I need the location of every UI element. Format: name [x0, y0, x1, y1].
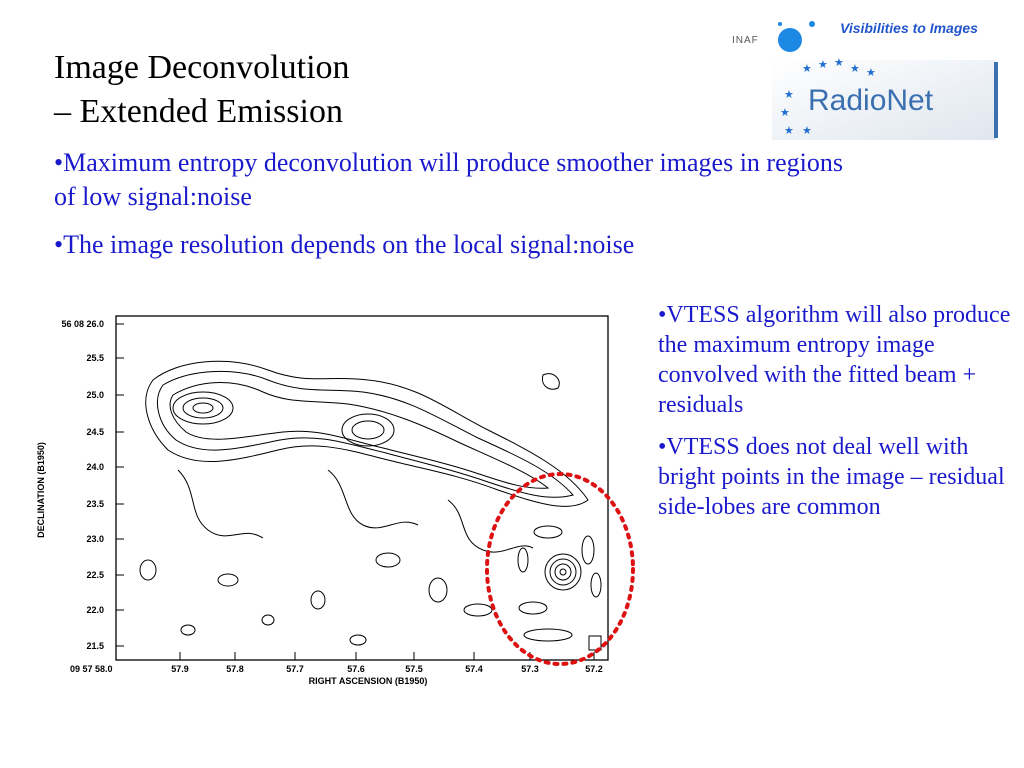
- svg-text:★: ★: [802, 62, 812, 75]
- title-line-2: – Extended Emission: [54, 93, 343, 130]
- x-tick-label: 57.8: [226, 664, 244, 674]
- radionet-wordmark: RadioNet: [808, 84, 934, 117]
- y-tick-label: 24.5: [86, 427, 104, 437]
- x-axis-label: RIGHT ASCENSION (B1950): [308, 676, 428, 686]
- x-tick-label: 57.3: [521, 664, 539, 674]
- inaf-dot-icon: [778, 28, 802, 52]
- inaf-label: INAF: [732, 35, 759, 46]
- x-tick-label: 09 57 58.0: [70, 664, 113, 674]
- y-tick-label: 25.5: [86, 353, 104, 363]
- y-tick-label: 23.0: [86, 534, 104, 544]
- logo-tagline: Visibilities to Images: [840, 20, 978, 36]
- title-line-1: Image Deconvolution: [54, 49, 350, 86]
- svg-text:★: ★: [780, 106, 790, 119]
- svg-text:★: ★: [850, 62, 860, 75]
- svg-text:★: ★: [866, 66, 876, 79]
- y-tick-label: 22.0: [86, 605, 104, 615]
- x-tick-label: 57.5: [405, 664, 423, 674]
- x-tick-label: 57.7: [286, 664, 304, 674]
- x-tick-label: 57.6: [347, 664, 365, 674]
- bullet-resolution: •The image resolution depends on the local signal:noise: [54, 230, 635, 259]
- svg-text:★: ★: [818, 58, 828, 71]
- x-tick-label: 57.4: [465, 664, 483, 674]
- highlight-circle: [487, 474, 633, 664]
- bullets-right: [658, 300, 1020, 534]
- y-tick-label: 23.5: [86, 499, 104, 509]
- y-tick-label: 22.5: [86, 570, 104, 580]
- contour-lines: [140, 361, 601, 650]
- y-tick-label: 24.0: [86, 462, 104, 472]
- svg-text:★: ★: [784, 124, 794, 137]
- y-ticks: [116, 324, 124, 646]
- bullet-vtess-points: •VTESS does not deal well with bright points in the image – residual side-lobes are common: [658, 434, 1005, 520]
- bullet-max-entropy: •Maximum entropy deconvolution will produce smoother images in regions of low signal:noise: [54, 148, 843, 211]
- slide-title: [54, 46, 350, 134]
- svg-text:★: ★: [784, 88, 794, 101]
- x-tick-label: 57.2: [585, 664, 603, 674]
- x-tick-label: 57.9: [171, 664, 189, 674]
- y-tick-label: 21.5: [86, 641, 104, 651]
- bullets-top: [54, 146, 854, 276]
- y-tick-label: 56 08 26.0: [61, 319, 104, 329]
- y-axis-label: DECLINATION (B1950): [36, 442, 46, 538]
- bullet-vtess-also: •VTESS algorithm will also produce the maximum entropy image convolved with the fitted beam + residuals: [658, 302, 1011, 418]
- svg-text:★: ★: [834, 56, 844, 69]
- contour-plot: [28, 300, 648, 692]
- svg-text:★: ★: [802, 124, 812, 137]
- y-tick-label: 25.0: [86, 390, 104, 400]
